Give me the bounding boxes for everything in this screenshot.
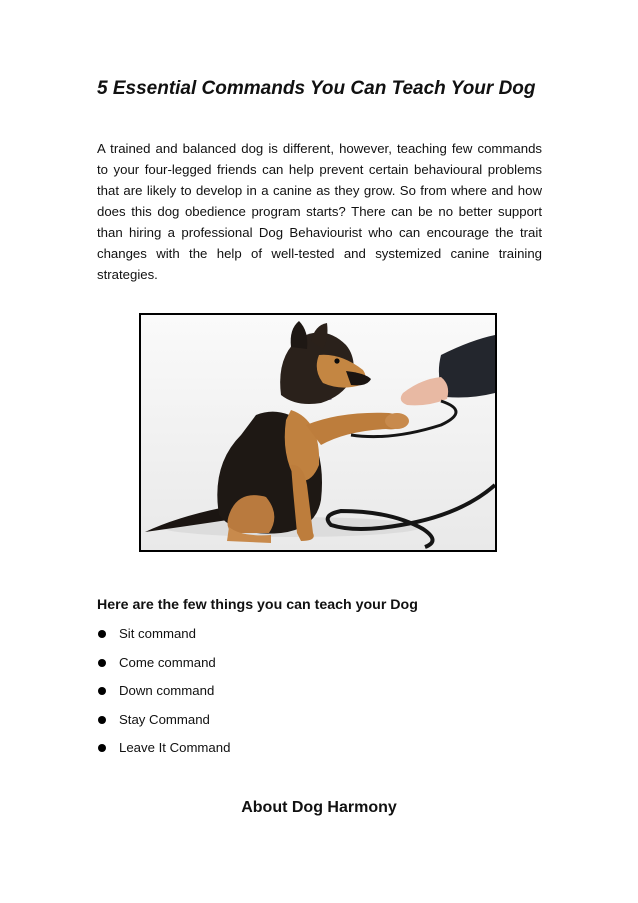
command-label: Leave It Command [119,740,231,756]
page-title: 5 Essential Commands You Can Teach Your Dog [97,78,536,99]
commands-heading: Here are the few things you can teach your Dog [97,597,418,613]
puppy-photo [139,313,497,552]
about-heading: About Dog Harmony [241,799,397,816]
command-label: Sit command [119,626,196,641]
bullet-icon [98,744,106,752]
bullet-icon [98,659,106,667]
intro-paragraph: A trained and balanced dog is different, however, teaching few commands to your four-legged friends can help prevent certain behavioural problems that are likely to develop in a canine as they grow. So from where and how does this dog obedience program starts? There can be no better support than hiring a professional Dog Behaviourist who can encourage the trait changes with the help of well-tested and systemized canine training strategies. [97,141,542,282]
command-label: Stay Command [119,711,210,727]
bullet-icon [98,687,106,695]
bullet-icon [98,630,106,638]
bullet-icon [98,716,106,724]
command-label: Come command [119,654,216,670]
command-label: Down command [119,683,215,699]
puppy-paw-shake-illustration [141,315,495,550]
